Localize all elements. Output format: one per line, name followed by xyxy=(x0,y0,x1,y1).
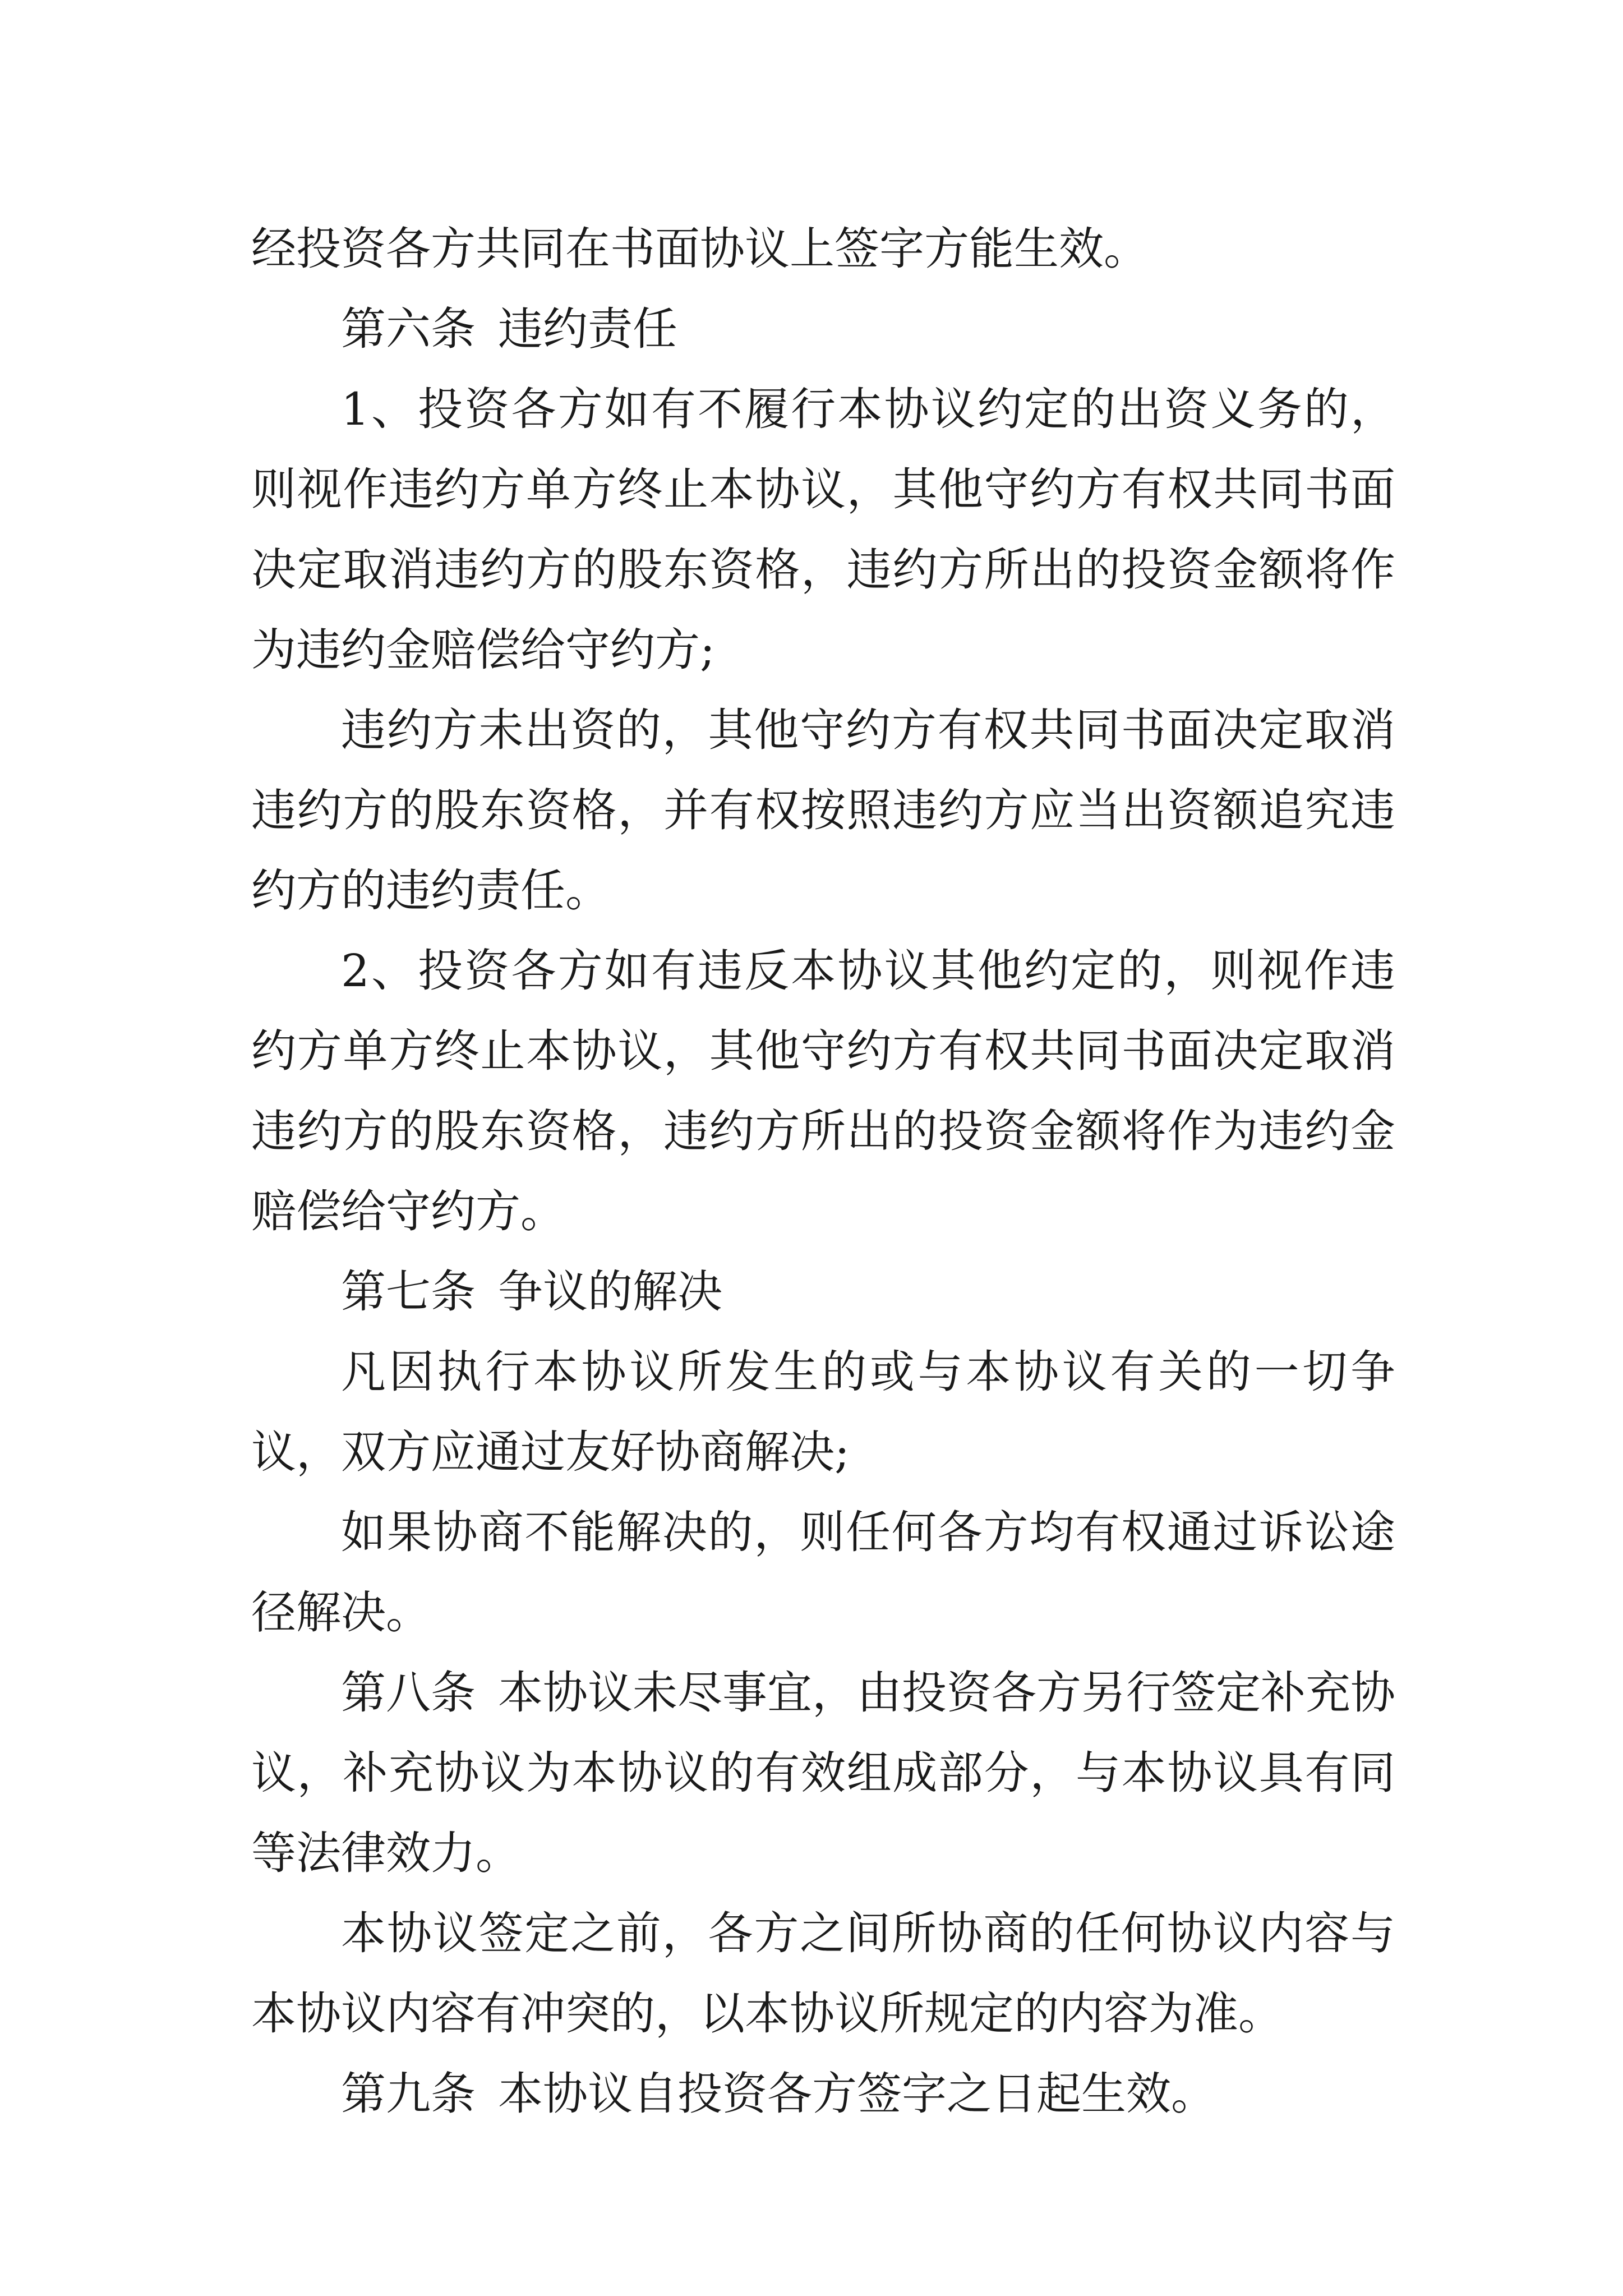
article-7-text-2: 如果协商不能解决的，则任何各方均有权通过诉讼途径解决。 xyxy=(251,1506,1395,1639)
article-title: 违约责任 xyxy=(498,303,677,355)
article-9 xyxy=(251,2054,1395,2134)
article-number: 第六条 xyxy=(341,303,476,355)
document-body xyxy=(251,209,1395,2134)
article-7-heading xyxy=(251,1251,1395,1332)
article-6-clause-1b: 违约方未出资的，其他守约方有权共同书面决定取消违约方的股东资格，并有权按照违约方应当出资额追究违约方的违约责任。 xyxy=(251,704,1395,917)
article-number: 第八条 xyxy=(341,1667,476,1719)
article-text: 本协议自投资各方签字之日起生效。 xyxy=(498,2068,1216,2120)
article-6-clause-1: 1、投资各方如有不履行本协议约定的出资义务的，则视作违约方单方终止本协议，其他守约方有权共同书面决定取消违约方的股东资格，违约方所出的投资金额将作为违约金赔偿给守约方; xyxy=(251,383,1395,676)
article-number: 第九条 xyxy=(341,2068,476,2120)
article-6-clause-2: 2、投资各方如有违反本协议其他约定的，则视作违约方单方终止本协议，其他守约方有权共同书面决定取消违约方的股东资格，违约方所出的投资金额将作为违约金赔偿给守约方。 xyxy=(251,945,1395,1237)
paragraph-continuation: 经投资各方共同在书面协议上签字方能生效。 xyxy=(251,223,1149,275)
article-number: 第七条 xyxy=(341,1266,476,1318)
article-text: 本协议未尽事宜，由投资各方另行签定补充协议，补充协议为本协议的有效组成部分，与本协议具有同等法律效力。 xyxy=(251,1667,1395,1879)
article-8-text-2: 本协议签定之前，各方之间所协商的任何协议内容与本协议内容有冲突的，以本协议所规定的内容为准。 xyxy=(251,1907,1395,2040)
article-6-heading xyxy=(251,289,1395,369)
article-8 xyxy=(251,1653,1395,1893)
article-title: 争议的解决 xyxy=(498,1266,722,1318)
article-7-text-1: 凡因执行本协议所发生的或与本协议有关的一切争议，双方应通过友好协商解决; xyxy=(251,1346,1395,1478)
